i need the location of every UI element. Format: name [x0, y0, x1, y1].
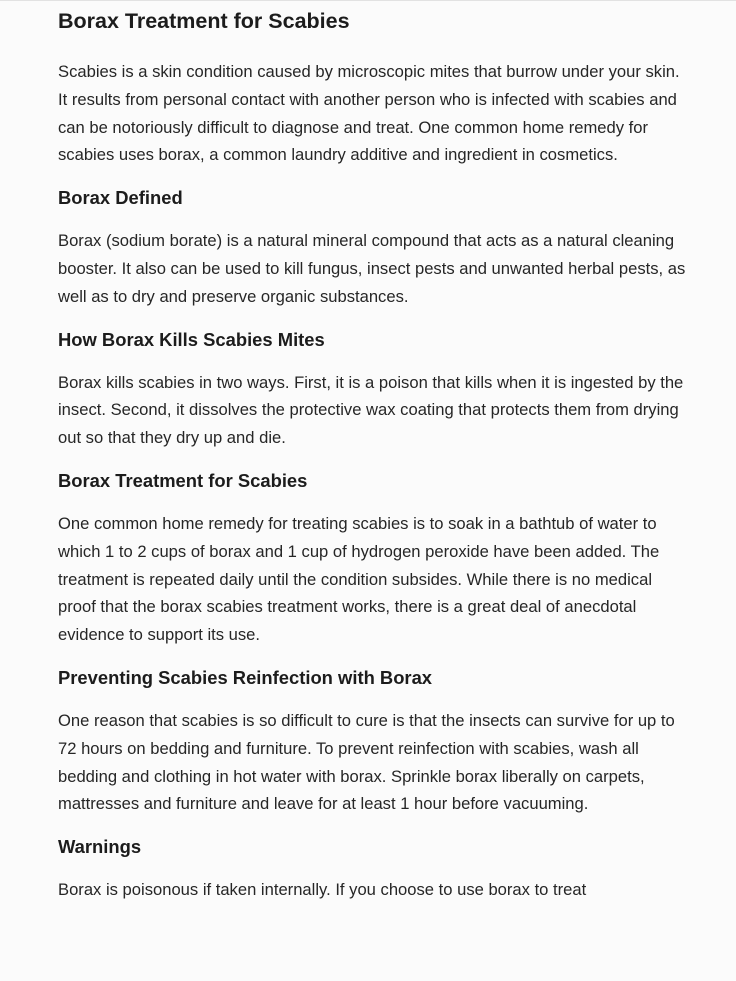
- article: [58, 7, 688, 904]
- article-title: Borax Treatment for Scabies: [58, 9, 350, 33]
- section-body-borax-treatment: One common home remedy for treating scabies is to soak in a bathtub of water to which 1 to 2 cups of borax and 1 cup of hydrogen peroxide have been added. The treatment is repeated daily until the condition subsides. While there is no medical proof that the borax scabies treatment works, there is a great deal of anecdotal evidence to support its use.: [58, 513, 660, 645]
- top-divider: [0, 0, 736, 1]
- section-body-borax-defined: Borax (sodium borate) is a natural mineral compound that acts as a natural cleaning booster. It also can be used to kill fungus, insect pests and unwanted herbal pests, as well as to dry and preserve organic substances.: [58, 231, 686, 306]
- section-body-how-borax-kills: Borax kills scabies in two ways. First, it is a poison that kills when it is ingested by the insect. Second, it dissolves the protective wax coating that protects them from drying out so that they dry up and die.: [58, 372, 684, 448]
- section-heading-preventing-reinfection: Preventing Scabies Reinfection with Borax: [58, 666, 433, 688]
- section-heading-warnings: Warnings: [58, 836, 142, 858]
- section-heading-borax-treatment: Borax Treatment for Scabies: [58, 469, 308, 491]
- section-body-preventing-reinfection: One reason that scabies is so difficult to cure is that the insects can survive for up to 72 hours on bedding and furniture. To prevent reinfection with scabies, wash all bedding and clothing in hot water with borax. Sprinkle borax liberally on carpets, mattresses and furniture and leave for at least 1 hour before vacuuming.: [58, 710, 675, 814]
- section-heading-borax-defined: Borax Defined: [58, 187, 183, 209]
- section-body-warnings: Borax is poisonous if taken internally. If you choose to use borax to treat: [58, 880, 587, 900]
- intro-paragraph: Scabies is a skin condition caused by microscopic mites that burrow under your skin. It results from personal contact with another person who is infected with scabies and can be notoriously difficult to diagnose and treat. One common home remedy for scabies uses borax, a common laundry additive and ingredient in cosmetics.: [58, 62, 680, 165]
- section-heading-how-borax-kills: How Borax Kills Scabies Mites: [58, 328, 325, 350]
